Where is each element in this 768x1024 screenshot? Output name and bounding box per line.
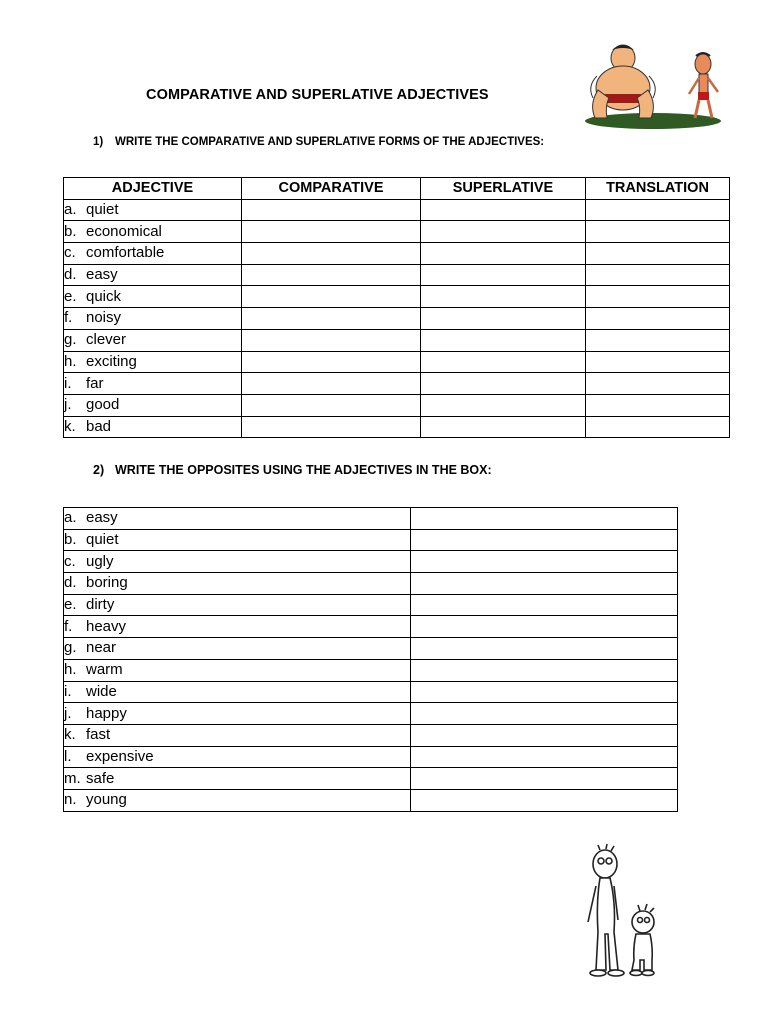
adjective-cell bbox=[64, 638, 411, 660]
item-word: ugly bbox=[86, 552, 114, 570]
exercise-2-number: 2) bbox=[93, 463, 105, 477]
item-letter: d. bbox=[64, 266, 77, 284]
item-letter: k. bbox=[64, 726, 76, 744]
adjective-cell bbox=[64, 529, 411, 551]
table-row bbox=[64, 724, 678, 746]
item-letter: l. bbox=[64, 747, 72, 765]
adjective-cell bbox=[64, 551, 411, 573]
answer-cell[interactable] bbox=[586, 264, 730, 286]
item-letter: j. bbox=[64, 396, 72, 414]
answer-cell[interactable] bbox=[411, 508, 678, 530]
item-letter: k. bbox=[64, 417, 76, 435]
item-letter: h. bbox=[64, 352, 77, 370]
table-row bbox=[64, 308, 730, 330]
sumo-wrestler-illustration bbox=[583, 38, 733, 130]
item-letter: f. bbox=[64, 617, 73, 635]
item-word: happy bbox=[86, 704, 127, 722]
adjective-cell bbox=[64, 508, 411, 530]
item-letter: a. bbox=[64, 509, 77, 527]
item-letter: e. bbox=[64, 596, 77, 614]
item-letter: b. bbox=[64, 531, 77, 549]
item-letter: f. bbox=[64, 309, 73, 327]
item-word: good bbox=[86, 396, 120, 414]
item-word: quick bbox=[86, 287, 122, 305]
comparative-superlative-table bbox=[63, 177, 730, 438]
header-superlative: SUPERLATIVE bbox=[421, 178, 586, 200]
exercise-1-instruction bbox=[93, 136, 544, 148]
item-letter: c. bbox=[64, 244, 76, 262]
answer-cell[interactable] bbox=[242, 221, 421, 243]
answer-cell[interactable] bbox=[586, 394, 730, 416]
adjective-cell bbox=[64, 243, 242, 265]
answer-cell[interactable] bbox=[586, 416, 730, 438]
item-letter: a. bbox=[64, 201, 77, 219]
item-word: comfortable bbox=[86, 244, 165, 262]
adjective-cell bbox=[64, 394, 242, 416]
item-word: wide bbox=[86, 682, 117, 700]
table-row bbox=[64, 746, 678, 768]
answer-cell[interactable] bbox=[421, 221, 586, 243]
item-word: boring bbox=[86, 574, 128, 592]
table-row bbox=[64, 551, 678, 573]
answer-cell[interactable] bbox=[421, 243, 586, 265]
answer-cell[interactable] bbox=[586, 199, 730, 221]
item-letter: i. bbox=[64, 374, 72, 392]
adjective-cell bbox=[64, 681, 411, 703]
adjective-cell bbox=[64, 573, 411, 595]
answer-cell[interactable] bbox=[411, 724, 678, 746]
table-row bbox=[64, 659, 678, 681]
table-row bbox=[64, 529, 678, 551]
item-word: fast bbox=[86, 726, 111, 744]
answer-cell[interactable] bbox=[242, 243, 421, 265]
header-comparative: COMPARATIVE bbox=[242, 178, 421, 200]
table-row bbox=[64, 768, 678, 790]
table-row bbox=[64, 286, 730, 308]
item-word: easy bbox=[86, 509, 118, 527]
table-row bbox=[64, 616, 678, 638]
answer-cell[interactable] bbox=[421, 264, 586, 286]
item-word: quiet bbox=[86, 531, 119, 549]
item-word: dirty bbox=[86, 596, 115, 614]
item-word: warm bbox=[86, 661, 123, 679]
table-row bbox=[64, 221, 730, 243]
answer-cell[interactable] bbox=[421, 286, 586, 308]
answer-cell[interactable] bbox=[242, 394, 421, 416]
table-row bbox=[64, 681, 678, 703]
answer-cell[interactable] bbox=[586, 329, 730, 351]
table-row bbox=[64, 243, 730, 265]
answer-cell[interactable] bbox=[421, 199, 586, 221]
answer-cell[interactable] bbox=[586, 351, 730, 373]
adjective-cell bbox=[64, 659, 411, 681]
item-word: economical bbox=[86, 222, 162, 240]
item-word: expensive bbox=[86, 747, 154, 765]
answer-cell[interactable] bbox=[411, 529, 678, 551]
table-row bbox=[64, 394, 730, 416]
item-word: quiet bbox=[86, 201, 119, 219]
adjective-cell bbox=[64, 264, 242, 286]
table-row bbox=[64, 329, 730, 351]
answer-cell[interactable] bbox=[421, 308, 586, 330]
answer-cell[interactable] bbox=[411, 746, 678, 768]
answer-cell[interactable] bbox=[242, 329, 421, 351]
item-letter: j. bbox=[64, 704, 72, 722]
item-word: bad bbox=[86, 417, 112, 435]
item-letter: b. bbox=[64, 222, 77, 240]
exercise-1-number: 1) bbox=[93, 136, 104, 148]
table-row bbox=[64, 573, 678, 595]
answer-cell[interactable] bbox=[586, 373, 730, 395]
table-row bbox=[64, 789, 678, 811]
table-row bbox=[64, 264, 730, 286]
item-letter: n. bbox=[64, 791, 77, 809]
item-word: safe bbox=[86, 769, 115, 787]
item-word: far bbox=[86, 374, 104, 392]
adjective-cell bbox=[64, 286, 242, 308]
answer-cell[interactable] bbox=[411, 659, 678, 681]
item-word: heavy bbox=[86, 617, 127, 635]
adjective-cell bbox=[64, 724, 411, 746]
adjective-cell bbox=[64, 594, 411, 616]
answer-cell[interactable] bbox=[421, 351, 586, 373]
adjective-cell bbox=[64, 329, 242, 351]
adjective-cell bbox=[64, 789, 411, 811]
table-row bbox=[64, 703, 678, 725]
exercise-2-instruction bbox=[93, 463, 492, 477]
answer-cell[interactable] bbox=[421, 373, 586, 395]
adjective-cell bbox=[64, 768, 411, 790]
table-header-row bbox=[64, 178, 730, 200]
answer-cell[interactable] bbox=[411, 616, 678, 638]
item-word: near bbox=[86, 639, 117, 657]
table-row bbox=[64, 199, 730, 221]
answer-cell[interactable] bbox=[242, 351, 421, 373]
answer-cell[interactable] bbox=[242, 308, 421, 330]
adjective-cell bbox=[64, 703, 411, 725]
answer-cell[interactable] bbox=[242, 286, 421, 308]
item-letter: c. bbox=[64, 552, 76, 570]
answer-cell[interactable] bbox=[411, 768, 678, 790]
opposites-table bbox=[63, 507, 678, 812]
adjective-cell bbox=[64, 416, 242, 438]
answer-cell[interactable] bbox=[586, 308, 730, 330]
exercise-1-text: WRITE THE COMPARATIVE AND SUPERLATIVE FORMS OF THE ADJECTIVES: bbox=[115, 136, 545, 148]
answer-cell[interactable] bbox=[421, 394, 586, 416]
table-row bbox=[64, 594, 678, 616]
item-letter: g. bbox=[64, 639, 77, 657]
item-letter: d. bbox=[64, 574, 77, 592]
item-word: noisy bbox=[86, 309, 122, 327]
exercise-2-text: WRITE THE OPPOSITES USING THE ADJECTIVES IN THE BOX: bbox=[115, 463, 492, 477]
answer-cell[interactable] bbox=[421, 329, 586, 351]
item-word: clever bbox=[86, 331, 127, 349]
adjective-cell bbox=[64, 351, 242, 373]
table-row bbox=[64, 638, 678, 660]
answer-cell[interactable] bbox=[411, 703, 678, 725]
table-row bbox=[64, 508, 678, 530]
item-word: young bbox=[86, 791, 127, 809]
adjective-cell bbox=[64, 746, 411, 768]
answer-cell[interactable] bbox=[411, 551, 678, 573]
item-word: exciting bbox=[86, 352, 137, 370]
adjective-cell bbox=[64, 373, 242, 395]
item-letter: h. bbox=[64, 661, 77, 679]
answer-cell[interactable] bbox=[242, 199, 421, 221]
answer-cell[interactable] bbox=[242, 373, 421, 395]
answer-cell[interactable] bbox=[411, 789, 678, 811]
adjective-cell bbox=[64, 221, 242, 243]
item-letter: m. bbox=[64, 769, 81, 787]
answer-cell[interactable] bbox=[411, 681, 678, 703]
adjective-cell bbox=[64, 616, 411, 638]
item-letter: g. bbox=[64, 331, 77, 349]
table-row bbox=[64, 351, 730, 373]
item-letter: e. bbox=[64, 287, 77, 305]
header-translation: TRANSLATION bbox=[586, 178, 730, 200]
adjective-cell bbox=[64, 199, 242, 221]
header-adjective: ADJECTIVE bbox=[64, 178, 242, 200]
answer-cell[interactable] bbox=[586, 286, 730, 308]
answer-cell[interactable] bbox=[586, 221, 730, 243]
answer-cell[interactable] bbox=[242, 416, 421, 438]
answer-cell[interactable] bbox=[411, 573, 678, 595]
answer-cell[interactable] bbox=[242, 264, 421, 286]
tall-short-figures-illustration bbox=[570, 842, 670, 982]
table-row bbox=[64, 373, 730, 395]
answer-cell[interactable] bbox=[411, 638, 678, 660]
page-title: COMPARATIVE AND SUPERLATIVE ADJECTIVES bbox=[146, 87, 489, 103]
item-word: easy bbox=[86, 266, 118, 284]
answer-cell[interactable] bbox=[421, 416, 586, 438]
table-row bbox=[64, 416, 730, 438]
answer-cell[interactable] bbox=[411, 594, 678, 616]
adjective-cell bbox=[64, 308, 242, 330]
item-letter: i. bbox=[64, 682, 72, 700]
answer-cell[interactable] bbox=[586, 243, 730, 265]
